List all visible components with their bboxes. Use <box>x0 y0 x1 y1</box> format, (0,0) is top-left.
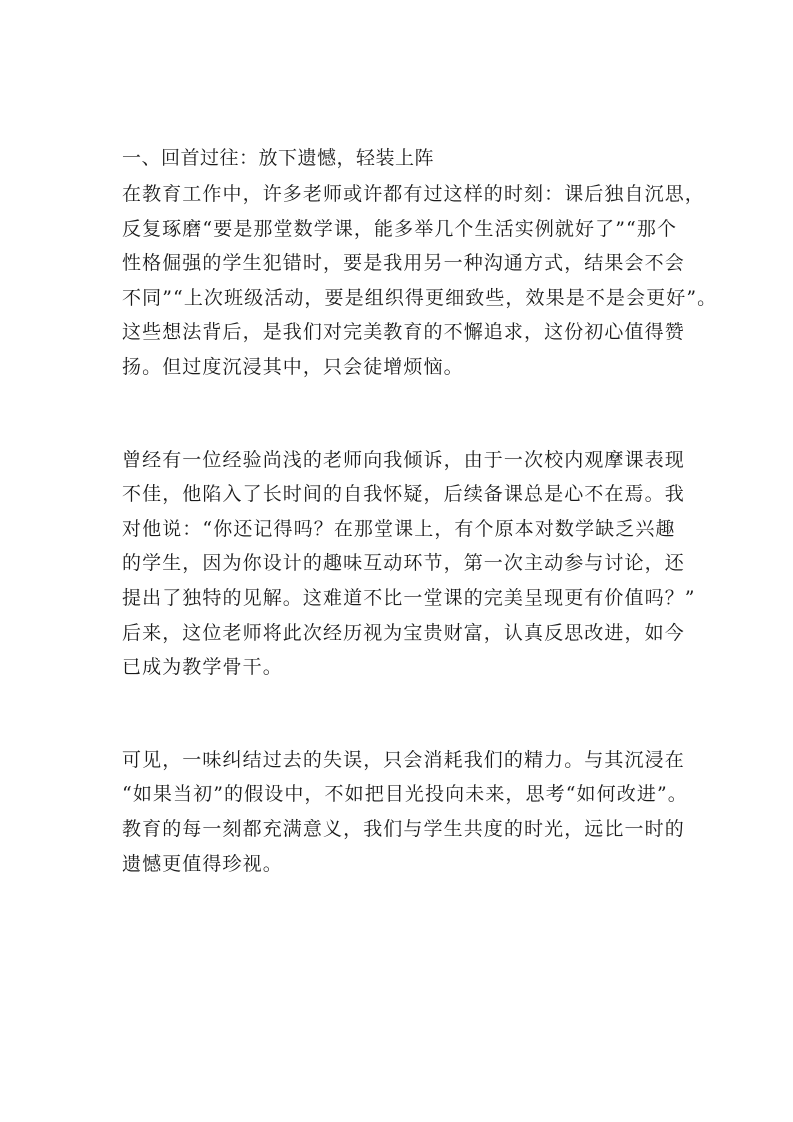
paragraph-spacer <box>122 385 677 443</box>
paragraph-spacer <box>122 685 677 743</box>
paragraph-line: 曾经有一位经验尚浅的老师向我倾诉，由于一次校内观摩课表现 <box>122 448 685 471</box>
paragraph-line: 提出了独特的见解。这难道不比一堂课的完美呈现更有价值吗？” <box>122 586 696 609</box>
section-heading: 一、回首过往：放下遗憾，轻装上阵 <box>122 147 435 169</box>
paragraph-line: 后来，这位老师将此次经历视为宝贵财富，认真反思改进，如今 <box>122 621 685 644</box>
paragraph-line: 在教育工作中，许多老师或许都有过这样的时刻：课后独自沉思， <box>122 183 705 205</box>
paragraph-line: 扬。但过度沉浸其中，只会徒增烦恼。 <box>122 355 464 378</box>
paragraph-3 <box>122 743 688 881</box>
paragraph-line: 这些想法背后，是我们对完美教育的不懈追求，这份初心值得赞 <box>122 321 685 344</box>
paragraph-line: 性格倔强的学生犯错时，要是我用另一种沟通方式，结果会不会 <box>122 252 685 275</box>
paragraph-line: 对他说：“你还记得吗？在那堂课上，有个原本对数学缺乏兴趣 <box>122 517 676 540</box>
paragraph-line: 可见，一味纠结过去的失误，只会消耗我们的精力。与其沉浸在 <box>122 748 685 771</box>
paragraph-line: 不佳，他陷入了长时间的自我怀疑，后续备课总是心不在焉。我 <box>122 483 685 506</box>
paragraph-line: 已成为教学骨干。 <box>122 656 283 679</box>
paragraph-line: 反复琢磨“要是那堂数学课，能多举几个生活实例就好了”“那个 <box>122 217 678 240</box>
paragraph-line: 的学生，因为你设计的趣味互动环节，第一次主动参与讨论，还 <box>122 552 685 575</box>
paragraph-line: 不同”“上次班级活动，要是组织得更细致些，效果是不是会更好”。 <box>122 286 718 309</box>
paragraph-line: 遗憾更值得珍视。 <box>122 852 283 875</box>
paragraph-line: 教育的每一刻都充满意义，我们与学生共度的时光，远比一时的 <box>122 817 685 840</box>
document-body <box>122 143 718 881</box>
paragraph-line: “如果当初”的假设中，不如把目光投向未来，思考“如何改进”。 <box>122 783 688 806</box>
paragraph-2 <box>122 443 696 685</box>
paragraph-1 <box>122 177 718 385</box>
